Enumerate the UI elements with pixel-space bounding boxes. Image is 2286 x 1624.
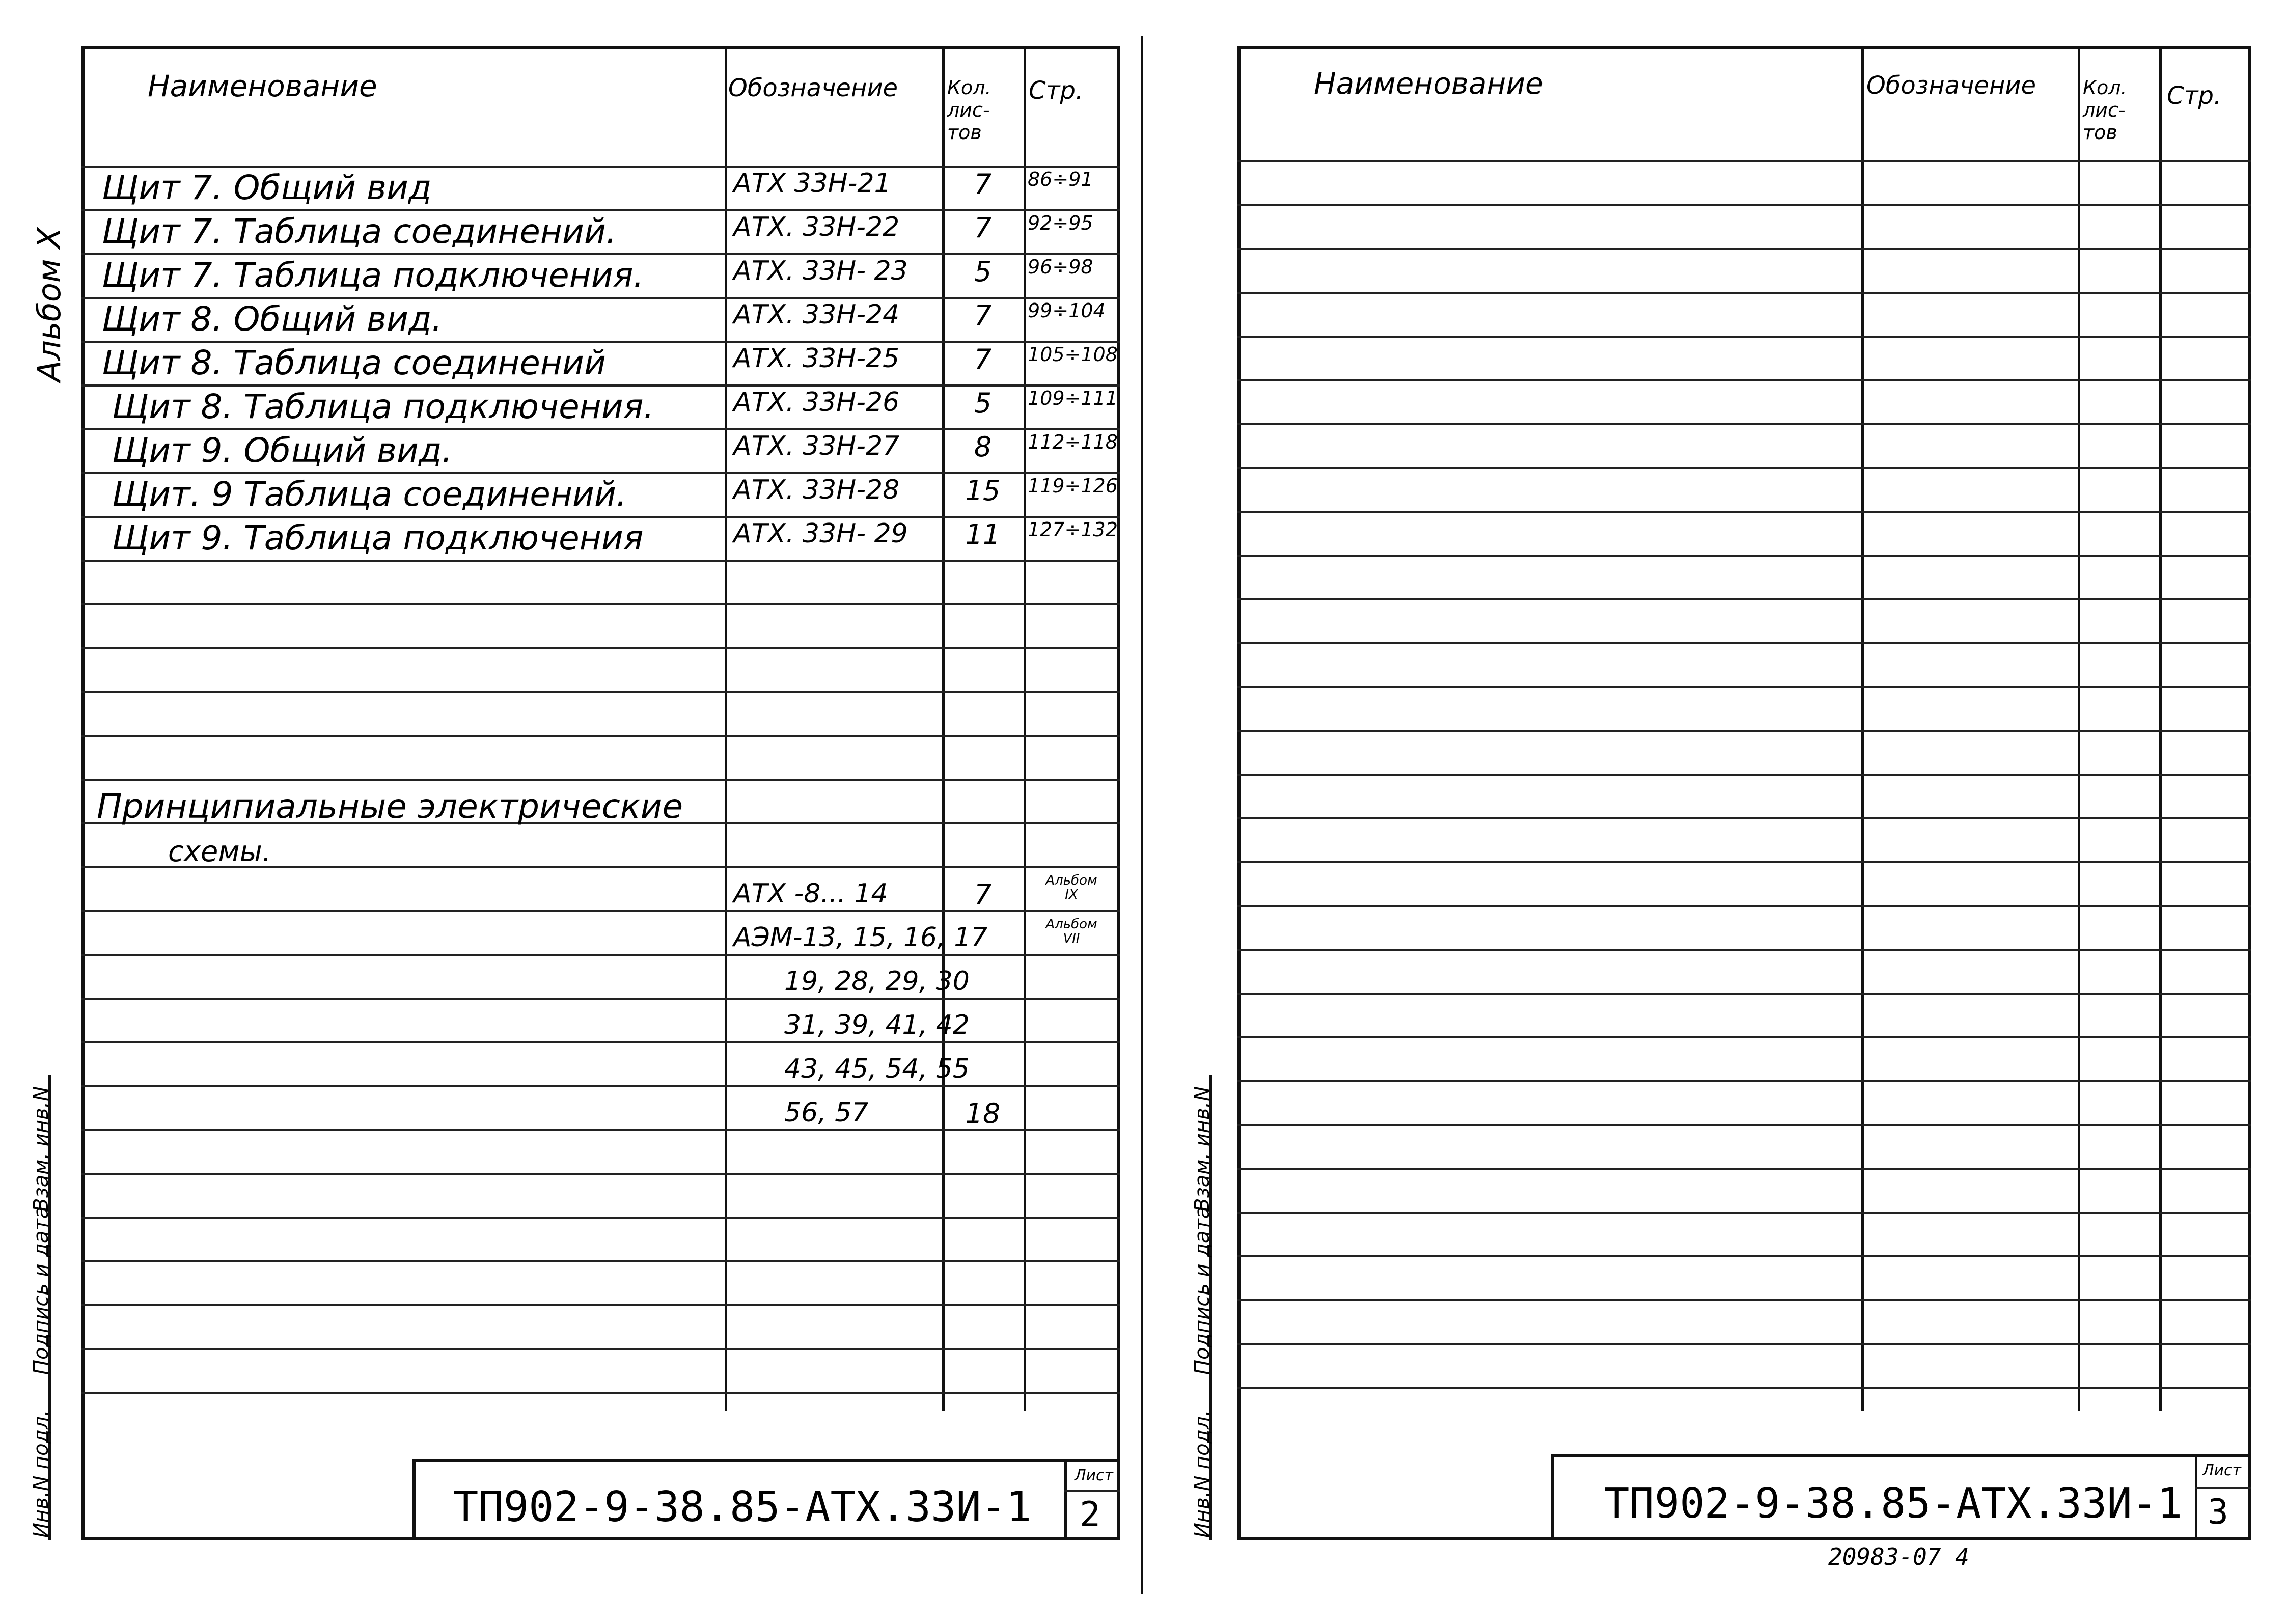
section-row-designation: 31, 39, 41, 42: [784, 1010, 970, 1040]
right-stamp-sheet-line: [2195, 1487, 2251, 1489]
section-row-qty: 18: [965, 1097, 1001, 1130]
right-col-divider-1: [1861, 46, 1864, 1411]
album-label: Альбом X: [31, 227, 68, 382]
row-designation: АТХ. 33Н-27: [733, 431, 900, 461]
row-name: Щит 7. Общий вид: [102, 168, 432, 207]
left-row-line: [81, 735, 1120, 737]
right-col-divider-2: [2078, 46, 2080, 1411]
right-row-line: [1237, 730, 2251, 732]
left-side-inv-podl: Инв.N подл.: [30, 1410, 53, 1538]
right-row-line: [1237, 467, 2251, 469]
section-row-qty: 7: [974, 878, 992, 911]
right-row-line: [1237, 511, 2251, 513]
row-page: 99÷104: [1028, 299, 1106, 322]
right-row-line: [1237, 1212, 2251, 1214]
section-row-designation: АЭМ-13, 15, 16, 17: [733, 922, 988, 953]
left-stamp-code: ТП902-9-38.85-АТХ.33И-1: [453, 1483, 1032, 1531]
right-row-line: [1237, 1299, 2251, 1301]
row-page: 96÷98: [1028, 256, 1093, 278]
row-page: 112÷118: [1028, 431, 1118, 453]
right-header-designation: Обозначение: [1866, 71, 2036, 100]
left-row-line: [81, 166, 1120, 168]
left-col-divider-1: [725, 46, 727, 1411]
right-side-podpis: Подпись и дата: [1191, 1206, 1214, 1375]
right-row-line: [1237, 423, 2251, 425]
left-row-line: [81, 998, 1120, 1000]
right-row-line: [1237, 1124, 2251, 1126]
right-row-line: [1237, 1080, 2251, 1082]
left-row-line: [81, 472, 1120, 474]
right-col-divider-3: [2159, 46, 2162, 1411]
section-row-designation: АТХ -8... 14: [733, 878, 888, 909]
row-name: Щит 8. Общий вид.: [102, 299, 443, 339]
right-row-line: [1237, 1168, 2251, 1170]
left-header-name: Наименование: [148, 69, 377, 103]
right-row-line: [1237, 949, 2251, 951]
row-designation: АТХ. 33Н-25: [733, 343, 900, 374]
left-stamp-sheet-line: [1064, 1490, 1120, 1492]
right-row-line: [1237, 1387, 2251, 1389]
row-name: Щит. 9 Таблица соединений.: [112, 475, 627, 514]
row-designation: АТХ 33Н-21: [733, 168, 891, 199]
left-col-divider-3: [1024, 46, 1026, 1411]
left-row-line: [81, 1085, 1120, 1087]
row-qty: 7: [974, 168, 992, 200]
right-row-line: [1237, 204, 2251, 206]
row-name: Щит 7. Таблица соединений.: [102, 212, 617, 251]
right-row-line: [1237, 598, 2251, 600]
right-row-line: [1237, 817, 2251, 819]
row-qty: 7: [974, 343, 992, 375]
row-designation: АТХ. 33Н- 23: [733, 256, 908, 286]
right-row-line: [1237, 555, 2251, 557]
left-row-line: [81, 516, 1120, 518]
row-name: Щит 9. Таблица подключения: [112, 518, 644, 558]
right-row-line: [1237, 1255, 2251, 1257]
right-side-vzam: Взам. инв.N: [1191, 1086, 1214, 1212]
left-row-line: [81, 647, 1120, 649]
right-side-inv-podl: Инв.N подл.: [1191, 1410, 1214, 1538]
right-row-line: [1237, 642, 2251, 644]
left-header-page: Стр.: [1029, 76, 1084, 105]
left-row-line: [81, 253, 1120, 255]
left-stamp-sheet-number: 2: [1080, 1495, 1100, 1535]
left-row-line: [81, 341, 1120, 343]
right-header-name: Наименование: [1314, 66, 1544, 101]
right-row-line: [1237, 774, 2251, 776]
row-name: Щит 8. Таблица подключения.: [112, 387, 654, 426]
left-row-line: [81, 428, 1120, 430]
row-qty: 5: [974, 256, 992, 288]
right-row-line: [1237, 686, 2251, 688]
left-header-qty: Кол. лис- тов: [947, 76, 991, 144]
row-page: 105÷108: [1028, 343, 1118, 366]
left-row-line: [81, 691, 1120, 693]
left-row-line: [81, 384, 1120, 387]
right-header-page: Стр.: [2167, 81, 2222, 110]
left-row-line: [81, 209, 1120, 211]
left-row-line: [81, 1173, 1120, 1175]
right-row-line: [1237, 1036, 2251, 1038]
row-page: 109÷111: [1028, 387, 1118, 409]
right-row-line: [1237, 861, 2251, 863]
row-qty: 7: [974, 212, 992, 244]
row-name: Щит 9. Общий вид.: [112, 431, 453, 470]
left-side-podpis: Подпись и дата: [30, 1206, 53, 1375]
left-row-line: [81, 1260, 1120, 1262]
right-row-line: [1237, 1343, 2251, 1345]
right-footnote: 20983-07 4: [1828, 1543, 1969, 1571]
left-col-divider-2: [942, 46, 945, 1411]
section-row-designation: 43, 45, 54, 55: [784, 1054, 970, 1084]
row-qty: 5: [974, 387, 992, 419]
right-sheet: [1237, 46, 2251, 1540]
left-side-vzam: Взам. инв.N: [30, 1086, 53, 1212]
left-row-line: [81, 954, 1120, 956]
right-row-line: [1237, 336, 2251, 338]
section-title-line-1: Принципиальные электрические: [97, 787, 683, 826]
right-row-line: [1237, 160, 2251, 162]
left-row-line: [81, 1392, 1120, 1394]
row-page: 127÷132: [1028, 518, 1118, 541]
left-row-line: [81, 560, 1120, 562]
left-row-line: [81, 779, 1120, 781]
right-row-line: [1237, 292, 2251, 294]
right-row-line: [1237, 993, 2251, 995]
section-row-designation: 56, 57: [784, 1097, 869, 1128]
section-title-line-2: схемы.: [168, 835, 271, 868]
left-row-line: [81, 1041, 1120, 1043]
fold-line: [1141, 36, 1143, 1594]
left-row-line: [81, 297, 1120, 299]
row-name: Щит 8. Таблица соединений: [102, 343, 606, 382]
right-stamp-code: ТП902-9-38.85-АТХ.33И-1: [1604, 1479, 2183, 1528]
left-row-line: [81, 1304, 1120, 1306]
left-row-line: [81, 1217, 1120, 1219]
row-designation: АТХ. 33Н-26: [733, 387, 900, 418]
section-row-designation: 19, 28, 29, 30: [784, 966, 970, 997]
row-qty: 15: [965, 475, 1001, 507]
row-designation: АТХ. 33Н-24: [733, 299, 900, 330]
section-row-page: Альбом IX: [1045, 873, 1097, 902]
right-header-qty: Кол. лис- тов: [2083, 76, 2127, 144]
row-page: 119÷126: [1028, 475, 1118, 497]
right-row-line: [1237, 905, 2251, 907]
row-qty: 8: [974, 431, 992, 463]
right-stamp-sheet-number: 3: [2208, 1492, 2228, 1532]
row-qty: 11: [965, 518, 1001, 550]
row-qty: 7: [974, 299, 992, 332]
left-header-designation: Обозначение: [728, 74, 898, 102]
row-designation: АТХ. 33Н-22: [733, 212, 900, 242]
right-stamp-sheet-label: Лист: [2202, 1462, 2242, 1479]
row-page: 92÷95: [1028, 212, 1093, 234]
left-row-line: [81, 1348, 1120, 1350]
row-designation: АТХ. 33Н-28: [733, 475, 900, 505]
section-row-page: Альбом VII: [1045, 917, 1097, 946]
right-stamp-divider: [2195, 1454, 2197, 1540]
right-row-line: [1237, 379, 2251, 381]
row-page: 86÷91: [1028, 168, 1093, 190]
right-row-line: [1237, 248, 2251, 250]
row-designation: АТХ. 33Н- 29: [733, 518, 908, 549]
left-stamp-divider: [1064, 1459, 1067, 1540]
left-stamp-sheet-label: Лист: [1075, 1467, 1114, 1484]
left-row-line: [81, 603, 1120, 605]
row-name: Щит 7. Таблица подключения.: [102, 256, 644, 295]
